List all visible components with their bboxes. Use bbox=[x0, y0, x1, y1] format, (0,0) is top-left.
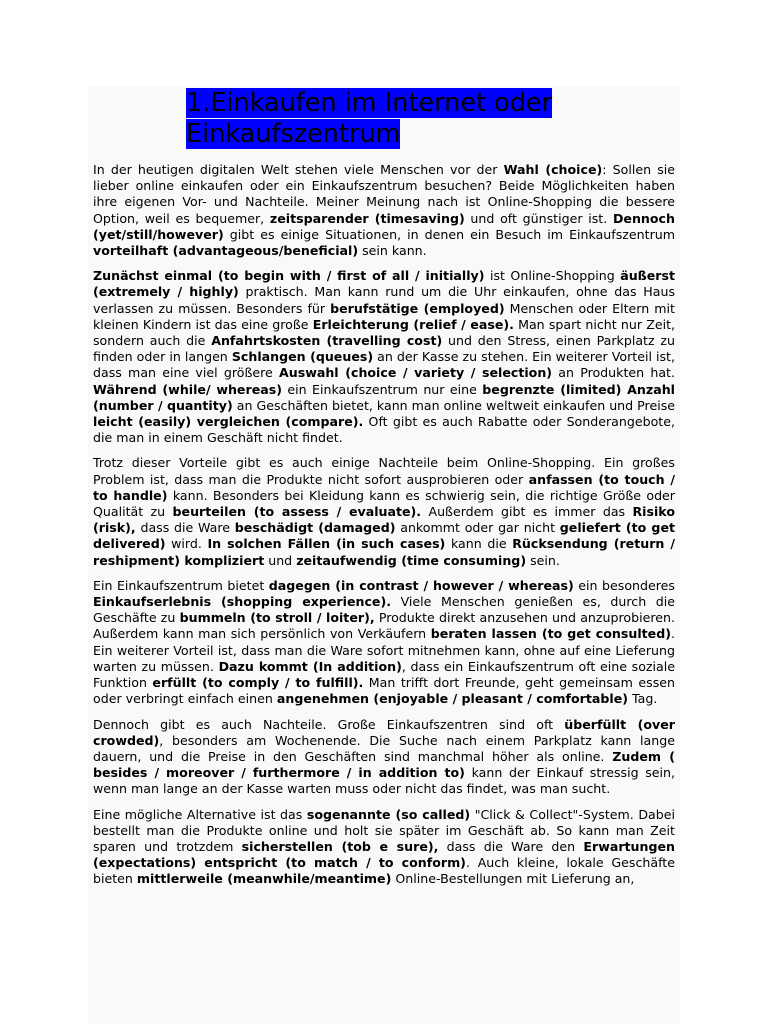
bold-term: geliefert (to get delivered) bbox=[93, 520, 676, 552]
text-run: Trotz dieser Vorteile gibt es auch einige Nachteile beim Online-Shopping. Ein großes Problem ist, dass man die Produkte nicht sofort ausprobieren oder bbox=[93, 455, 675, 487]
text-run: "Click & Collect"-System. Dabei bestellt man die Produkte online und holt sie später im Geschäft ab. So kann man Zeit sparen und trotzdem bbox=[93, 806, 676, 854]
document-body bbox=[93, 162, 675, 897]
text-run: Dennoch gibt es auch Nachteile. Große Einkaufszentren sind oft bbox=[93, 716, 565, 732]
bold-term: angenehmen (enjoyable / pleasant / comfortable) bbox=[276, 691, 628, 707]
text-run: Ein Einkaufszentrum bietet bbox=[93, 577, 269, 593]
bold-term: Anfahrtskosten (travelling cost) bbox=[211, 333, 443, 349]
text-run: an Produkten hat. bbox=[552, 365, 675, 381]
title-line-1: 1.Einkaufen im Internet oder bbox=[186, 88, 553, 118]
title-line-2: Einkaufszentrum bbox=[186, 119, 401, 149]
text-run: Produkte direkt anzusehen und anzuprobieren. Außerdem kann man sich persönlich von Verkäufern bbox=[93, 610, 675, 642]
text-run: Tag. bbox=[628, 691, 658, 707]
bold-term: anfassen (to touch / to handle) bbox=[93, 471, 675, 503]
text-run: sein kann. bbox=[358, 243, 427, 259]
text-run: Oft gibt es auch Rabatte oder Sonderangebote, die man in einem Geschäft nicht findet. bbox=[93, 414, 675, 446]
bold-term: Erwartungen (expectations) entspricht (to match / to conform) bbox=[93, 838, 676, 871]
bold-term: Auswahl (choice / variety / selection) bbox=[279, 365, 553, 381]
bold-term: Einkaufserlebnis (shopping experience). bbox=[93, 594, 391, 610]
text-run: gibt es einige Situationen, in denen ein Besuch im Einkaufszentrum bbox=[223, 226, 675, 242]
bold-term: Erleichterung (relief / ease). bbox=[312, 316, 514, 332]
bold-term: berufstätige (employed) bbox=[330, 300, 505, 316]
text-run: an der Kasse zu stehen. Ein weiterer Vorteil ist, dass man eine viel größere bbox=[93, 349, 675, 381]
bold-term: erfüllt (to comply / to fulfill). bbox=[152, 675, 364, 691]
text-run: Eine mögliche Alternative ist das bbox=[93, 806, 307, 822]
bold-term: beraten lassen (to get consulted) bbox=[430, 626, 671, 642]
text-run: . Ein weiterer Vorteil ist, dass man die Ware sofort mitnehmen kann, ohne auf eine Lieferung warten zu müssen. bbox=[93, 626, 675, 674]
text-run: und oft günstiger ist. bbox=[464, 210, 613, 226]
text-run: Man spart nicht nur Zeit, sondern auch die bbox=[93, 316, 676, 349]
bold-term: Schlangen (queues) bbox=[231, 349, 374, 365]
paragraph-2 bbox=[93, 268, 675, 446]
text-run: : Sollen sie lieber online einkaufen oder ein Einkaufszentrum besuchen? Beide Möglichkeiten haben ihre eigenen Vor- und Nachteile. Meiner Meinung nach ist Online-Shopping die bessere Option, weil es bequemer, bbox=[93, 162, 675, 226]
bold-term: beurteilen (to assess / evaluate). bbox=[172, 504, 422, 520]
text-run: praktisch. Man kann rund um die Uhr einkaufen, ohne das Haus verlassen zu müssen. Besonders für bbox=[93, 284, 675, 316]
paragraph-5 bbox=[93, 717, 675, 798]
text-run: . Auch kleine, lokale Geschäfte bieten bbox=[93, 855, 675, 887]
bold-term: In solchen Fällen (in such cases) bbox=[207, 536, 446, 552]
bold-term: sicherstellen (tob e sure), bbox=[241, 838, 439, 854]
bold-term: Risiko (risk), bbox=[93, 504, 675, 536]
bold-term: bummeln (to stroll / loiter), bbox=[179, 610, 375, 626]
bold-term: äußerst (extremely / highly) bbox=[93, 268, 675, 300]
text-run: , dass ein Einkaufszentrum oft eine soziale Funktion bbox=[93, 658, 676, 691]
text-run: dass die Ware den bbox=[438, 838, 584, 854]
text-run: sein. bbox=[526, 552, 560, 568]
bold-term: dagegen (in contrast / however / whereas) bbox=[268, 577, 574, 593]
paragraph-6 bbox=[93, 807, 675, 888]
bold-term: zeitsparender (timesaving) bbox=[269, 210, 465, 226]
bold-term: Zudem ( besides / moreover / furthermore / in addition to) bbox=[93, 748, 675, 781]
text-run: und den Stress, einen Parkplatz zu finden oder in langen bbox=[93, 333, 675, 365]
bold-term: Dazu kommt (In addition) bbox=[218, 658, 402, 674]
bold-term: vorteilhaft (advantageous/beneficial) bbox=[93, 243, 359, 259]
paragraph-4 bbox=[93, 578, 675, 708]
text-run: wird. bbox=[165, 536, 208, 552]
text-run: kann. Besonders bei Kleidung kann es schwierig sein, die richtige Größe oder Qualität zu bbox=[93, 487, 675, 520]
bold-term: beschädigt (damaged) bbox=[234, 520, 396, 536]
bold-term: sogenannte (so called) bbox=[306, 806, 471, 822]
paragraph-1 bbox=[93, 162, 675, 259]
bold-term: leicht (easily) vergleichen (compare). bbox=[93, 414, 364, 430]
text-run: Man trifft dort Freunde, geht gemeinsam essen oder verbringt einfach einen bbox=[93, 675, 675, 707]
bold-term: begrenzte (limited) Anzahl (number / quantity) bbox=[93, 381, 675, 413]
text-run: Online-Bestellungen mit Lieferung an, bbox=[391, 871, 635, 887]
bold-term: Während (while/ whereas) bbox=[93, 381, 282, 397]
text-run: , besonders am Wochenende. Die Suche nach einem Parkplatz kann lange dauern, und die Preise in den Geschäften sind manchmal höher als online. bbox=[93, 732, 675, 764]
text-run: dass die Ware bbox=[135, 520, 235, 536]
bold-term: mittlerweile (meanwhile/meantime) bbox=[136, 871, 392, 887]
text-run: Viele Menschen genießen es, durch die Geschäfte zu bbox=[93, 594, 675, 626]
text-run: an Geschäften bietet, kann man online weltweit einkaufen und Preise bbox=[232, 397, 675, 413]
bold-term: Dennoch (yet/still/however) bbox=[93, 210, 675, 242]
paragraph-3 bbox=[93, 455, 675, 568]
bold-term: zeitaufwendig (time consuming) bbox=[296, 552, 527, 568]
text-run: kann die bbox=[445, 536, 513, 552]
text-run: kann der Einkauf stressig sein, wenn man lange an der Kasse warten muss oder nicht das findet, was man sucht. bbox=[93, 765, 675, 797]
page-title bbox=[186, 88, 606, 150]
text-run: Außerdem gibt es immer das bbox=[421, 504, 633, 520]
text-run: ankommt oder gar nicht bbox=[395, 520, 560, 536]
text-run: In der heutigen digitalen Welt stehen viele Menschen vor der bbox=[93, 162, 504, 177]
text-run: ist Online-Shopping bbox=[484, 268, 621, 284]
bold-term: Wahl (choice) bbox=[503, 162, 603, 177]
text-run: Menschen oder Eltern mit kleinen Kindern ist das eine große bbox=[93, 300, 675, 332]
bold-term: Zunächst einmal (to begin with / first of all / initially) bbox=[93, 268, 485, 284]
bold-term: Rücksendung (return / reshipment) kompliziert bbox=[93, 536, 676, 568]
text-run: ein Einkaufszentrum nur eine bbox=[281, 381, 483, 397]
bold-term: überfüllt (over crowded) bbox=[93, 716, 675, 748]
text-run: ein besonderes bbox=[573, 577, 675, 593]
text-run: und bbox=[264, 552, 297, 568]
